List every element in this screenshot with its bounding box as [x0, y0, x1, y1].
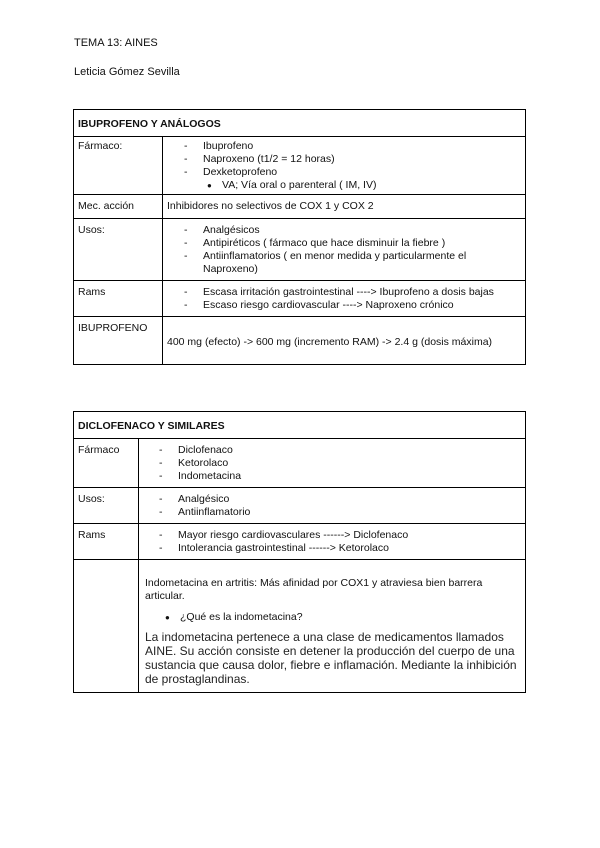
row-label: Mec. acción: [74, 195, 163, 219]
row-label: Usos:: [74, 488, 139, 524]
table-heading: DICLOFENACO Y SIMILARES: [74, 412, 526, 439]
row-label: Rams: [74, 281, 163, 317]
list-item: - Ketorolaco: [159, 457, 521, 470]
row-label: Fármaco: [74, 439, 139, 488]
row-label: Rams: [74, 524, 139, 560]
list-item: - Antipiréticos ( fármaco que hace disminuir la fiebre ): [184, 237, 521, 250]
list-item: - Antiinflamatorio: [159, 506, 521, 519]
row-label: Fármaco:: [74, 137, 163, 195]
row-label: Usos:: [74, 219, 163, 281]
table-row: [74, 560, 526, 693]
list-item: - Ibuprofeno: [184, 140, 521, 153]
list-item: ● ¿Qué es la indometacina?: [165, 611, 517, 624]
list-item: - Dexketoprofeno: [184, 166, 521, 179]
ibuprofeno-dosis: 400 mg (efecto) -> 600 mg (incremento RAM) -> 2.4 g (dosis máxima): [167, 336, 493, 348]
row-value: [163, 317, 526, 365]
table-row: [74, 439, 526, 488]
row-value: [163, 219, 526, 281]
row-value: [139, 524, 526, 560]
row-value: [163, 281, 526, 317]
row-label: IBUPROFENO: [74, 317, 163, 365]
list-item: - Diclofenaco: [159, 444, 521, 457]
table-row: [74, 281, 526, 317]
table-heading-row: [74, 412, 526, 439]
list-item: - Antiinflamatorios ( en menor medida y particularmente el Naproxeno): [184, 250, 521, 276]
usos-list: [167, 224, 521, 276]
farmaco-list: [143, 444, 521, 483]
row-value: [139, 560, 526, 693]
table-row: [74, 137, 526, 195]
question-list: [145, 611, 517, 624]
list-item: - Mayor riesgo cardiovasculares ------> Diclofenaco: [159, 529, 521, 542]
indometacina-note: Indometacina en artritis: Más afinidad por COX1 y atraviesa bien barrera articular.: [145, 577, 483, 602]
table-row: [74, 488, 526, 524]
row-value: Inhibidores no selectivos de COX 1 y COX 2: [163, 195, 526, 219]
list-item: - Intolerancia gastrointestinal ------> Ketorolaco: [159, 542, 521, 555]
table-row: [74, 195, 526, 219]
table-row: [74, 524, 526, 560]
rams-list: [143, 529, 521, 555]
table-diclofenaco: [73, 411, 526, 693]
table-ibuprofeno: [73, 109, 526, 365]
usos-list: [143, 493, 521, 519]
document-title: TEMA 13: AINES: [74, 37, 158, 49]
row-value: [163, 137, 526, 195]
table-heading: IBUPROFENO Y ANÁLOGOS: [74, 110, 526, 137]
table-row: [74, 219, 526, 281]
farmaco-sublist: [167, 179, 521, 192]
table-heading-row: [74, 110, 526, 137]
list-item: - Naproxeno (t1/2 = 12 horas): [184, 153, 521, 166]
row-label: [74, 560, 139, 693]
list-item: - Escasa irritación gastrointestinal ----> Ibuprofeno a dosis bajas: [184, 286, 521, 299]
list-item: - Analgésicos: [184, 224, 521, 237]
table-row: [74, 317, 526, 365]
rams-list: [167, 286, 521, 312]
list-item: ● VA; Vía oral o parenteral ( IM, IV): [207, 179, 521, 192]
farmaco-list: [167, 140, 521, 179]
indometacina-answer: La indometacina pertenece a una clase de medicamentos llamados AINE. Su acción consiste en detener la producción del cuerpo de una sustancia que causa dolor, fiebre e inflamación. Mediante la inhibición de prostaglandinas.: [145, 630, 517, 686]
document-author: Leticia Gómez Sevilla: [74, 66, 180, 78]
list-item: - Indometacina: [159, 470, 521, 483]
row-value: [139, 488, 526, 524]
list-item: - Escaso riesgo cardiovascular ----> Naproxeno crónico: [184, 299, 521, 312]
row-value: [139, 439, 526, 488]
list-item: - Analgésico: [159, 493, 521, 506]
